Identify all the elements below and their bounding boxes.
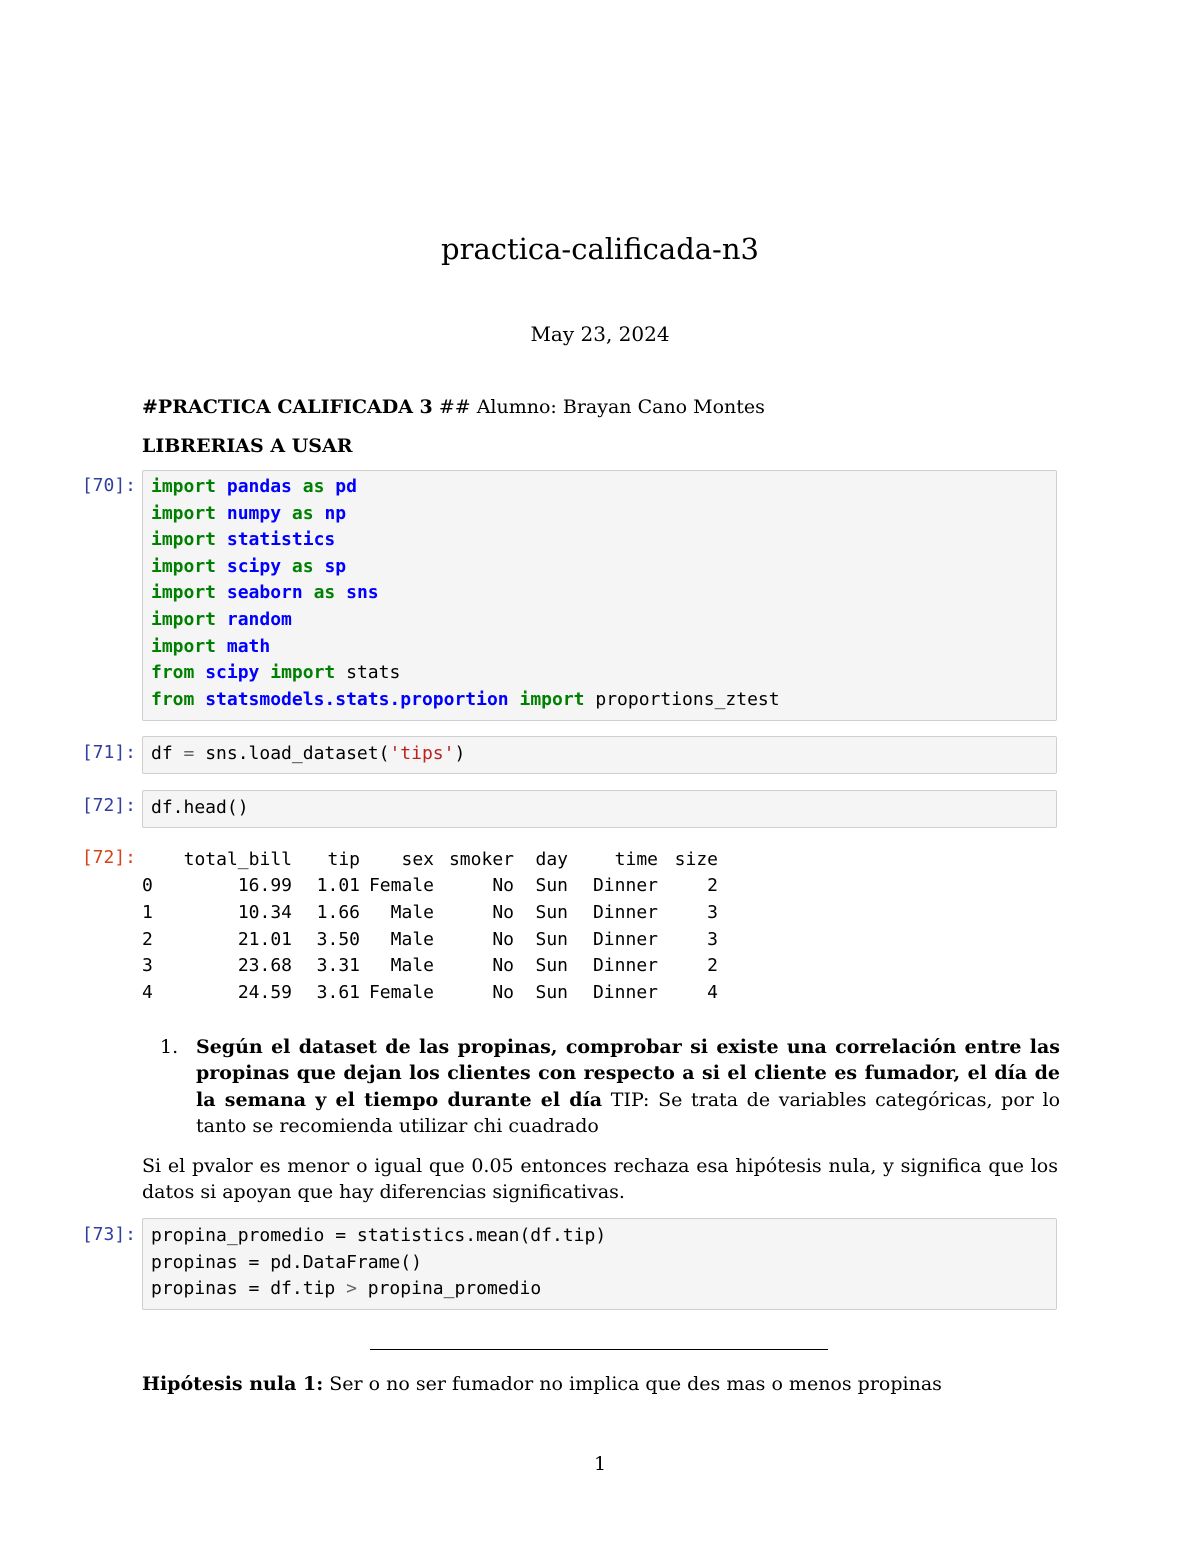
code-space: [335, 582, 346, 603]
code-line: propina_promedio: [356, 1278, 542, 1300]
code-cell-72[interactable]: [142, 790, 1057, 828]
code-cell-71-source[interactable]: [151, 741, 465, 768]
code-keyword: import: [270, 662, 336, 684]
code-text: sns.load_dataset(: [194, 743, 390, 764]
code-line: propina_promedio = statistics.mean(df.tip): [151, 1225, 607, 1246]
code-alias: np: [324, 502, 347, 524]
column-header: total_bill: [183, 848, 292, 870]
code-space: [314, 556, 325, 577]
code-text: ): [454, 743, 466, 764]
column-header: smoker: [448, 848, 514, 870]
code-operator: =: [183, 743, 195, 764]
table-cell: Sun: [535, 901, 568, 923]
code-keyword: import: [151, 476, 217, 497]
code-space: [281, 556, 292, 577]
table-cell: No: [492, 981, 514, 1003]
task-tip-text: TIP: Se trata de variables categóricas, por lo tanto se recomienda utilizar chi cuadrado: [196, 1088, 1061, 1137]
table-cell: Dinner: [592, 875, 658, 897]
code-space: [216, 636, 227, 657]
output-72-prompt: [72]:: [81, 847, 136, 868]
table-cell: 0: [142, 875, 153, 897]
cell-72-prompt: [72]:: [81, 795, 136, 816]
practice-heading: #PRACTICA CALIFICADA 3: [142, 396, 433, 418]
code-line: [151, 501, 780, 528]
cell-70-prompt: [70]:: [81, 475, 136, 496]
code-space: [281, 503, 292, 524]
code-alias: sns: [346, 582, 379, 604]
code-space: [324, 476, 335, 497]
code-space: [314, 503, 325, 524]
cell-71-prompt: [71]:: [81, 742, 136, 763]
hypothesis-text: Ser o no ser fumador no implica que des mas o menos propinas: [323, 1373, 942, 1395]
hypothesis-line: [142, 1373, 942, 1395]
table-cell: 3.61: [316, 981, 360, 1003]
code-line: [151, 687, 780, 714]
code-module: math: [226, 635, 271, 657]
code-line: [151, 660, 780, 687]
code-operator: >: [346, 1278, 357, 1300]
table-cell: 1: [142, 901, 153, 923]
list-number: 1.: [160, 1036, 179, 1058]
table-cell: 3: [707, 928, 718, 950]
task-list-item: [160, 1034, 1060, 1139]
cell-73-prompt: [73]:: [81, 1224, 136, 1245]
code-line: [151, 607, 780, 634]
code-keyword: import: [151, 529, 217, 551]
code-cell-72-source[interactable]: df.head(): [151, 797, 249, 818]
table-cell: 23.68: [237, 955, 292, 977]
code-keyword: as: [291, 555, 314, 577]
table-cell: 2: [142, 928, 153, 950]
table-cell: Male: [390, 901, 434, 923]
code-name: stats: [346, 662, 401, 684]
table-cell: 3: [142, 955, 153, 977]
table-row: [142, 952, 718, 979]
table-cell: Female: [368, 875, 434, 897]
table-cell: 16.99: [237, 875, 292, 897]
table-cell: Dinner: [592, 981, 658, 1003]
code-space: [216, 529, 227, 550]
code-keyword: from: [151, 662, 195, 684]
code-space: [335, 662, 346, 683]
table-cell: 3.50: [316, 928, 360, 950]
code-name: proportions_ztest: [595, 688, 780, 710]
column-header: [142, 846, 176, 873]
student-heading: ## Alumno: Brayan Cano Montes: [432, 396, 765, 418]
table-cell: No: [492, 901, 514, 923]
code-module: random: [226, 608, 292, 630]
table-cell: Dinner: [592, 955, 658, 977]
code-space: [585, 689, 596, 710]
table-cell: No: [492, 928, 514, 950]
code-module: scipy: [226, 555, 282, 577]
code-keyword: import: [151, 582, 217, 604]
column-header: sex: [401, 848, 434, 870]
hypothesis-label: Hipótesis nula 1:: [142, 1373, 324, 1395]
code-space: [216, 609, 227, 630]
table-cell: 24.59: [237, 981, 292, 1003]
heading-line: [142, 396, 765, 418]
document-title: practica-calificada-n3: [441, 232, 759, 266]
table-cell: Sun: [535, 875, 568, 897]
code-space: [292, 476, 303, 497]
column-header: time: [614, 848, 658, 870]
code-space: [216, 556, 227, 577]
code-alias: sp: [324, 555, 347, 577]
table-cell: 21.01: [237, 928, 292, 950]
table-row: [142, 873, 718, 900]
table-cell: Male: [390, 928, 434, 950]
code-cell-71[interactable]: [142, 736, 1057, 774]
table-row: [142, 899, 718, 926]
code-line: [151, 554, 780, 581]
code-cell-73[interactable]: [142, 1218, 1057, 1310]
page-number: 1: [593, 1453, 607, 1475]
table-row: [142, 926, 718, 953]
code-line: propinas = df.tip: [151, 1278, 347, 1300]
table-cell: Male: [390, 955, 434, 977]
code-space: [303, 582, 314, 603]
table-cell: 3.31: [316, 955, 360, 977]
column-header: tip: [327, 848, 360, 870]
code-module: scipy: [205, 662, 260, 684]
table-cell: Sun: [535, 928, 568, 950]
code-cell-70[interactable]: [142, 470, 1057, 721]
code-alias: pd: [335, 476, 357, 497]
task-bold-text: Según el dataset de las propinas, comprobar si existe una correlación entre las propinas que dejan los clientes con respecto a si el cliente es fumador, el día de la semana y el tiempo durante el día: [196, 1036, 1060, 1111]
code-keyword: import: [151, 555, 217, 577]
table-cell: 4: [142, 981, 153, 1003]
code-line: [151, 580, 780, 607]
table-cell: Sun: [535, 955, 568, 977]
horizontal-rule: [370, 1349, 828, 1350]
section-heading: LIBRERIAS A USAR: [142, 435, 353, 457]
code-keyword: import: [151, 635, 217, 657]
table-cell: No: [492, 955, 514, 977]
code-line: propinas = pd.DataFrame(): [151, 1251, 422, 1273]
code-cell-70-source[interactable]: [151, 474, 780, 713]
code-module: statistics: [226, 529, 336, 551]
table-cell: 10.34: [237, 901, 292, 923]
code-space: [216, 476, 227, 497]
code-space: [194, 689, 205, 710]
table-cell: Female: [368, 981, 434, 1003]
table-cell: Dinner: [592, 901, 658, 923]
document-date: May 23, 2024: [530, 322, 670, 346]
code-module: seaborn: [226, 582, 303, 604]
column-header: day: [535, 848, 568, 870]
column-header: size: [674, 848, 718, 870]
table-cell: 1.01: [316, 875, 360, 897]
table-cell: 4: [707, 981, 718, 1003]
code-keyword: as: [291, 502, 314, 524]
code-space: [259, 662, 270, 683]
table-cell: No: [492, 875, 514, 897]
code-line: [151, 527, 780, 554]
pvalue-paragraph: Si el pvalor es menor o igual que 0.05 entonces rechaza esa hipótesis nula, y significa que los datos si apoyan que hay diferencias significativas.: [142, 1155, 1058, 1204]
code-keyword: import: [151, 502, 217, 524]
table-cell: 2: [707, 875, 718, 897]
dataframe-output: [142, 846, 718, 1006]
code-space: [216, 582, 227, 603]
code-keyword: from: [151, 688, 195, 710]
code-text: df: [151, 743, 184, 764]
code-space: [216, 503, 227, 524]
code-module: statsmodels.stats.proportion: [205, 688, 509, 710]
code-line: [151, 634, 780, 661]
code-keyword: import: [519, 688, 585, 710]
code-string: 'tips': [389, 743, 455, 764]
code-space: [194, 662, 205, 683]
table-cell: 2: [707, 955, 718, 977]
table-cell: 3: [707, 901, 718, 923]
table-cell: 1.66: [316, 901, 360, 923]
table-cell: Dinner: [592, 928, 658, 950]
code-keyword: as: [313, 582, 336, 604]
code-module: numpy: [226, 502, 282, 524]
table-cell: Sun: [535, 981, 568, 1003]
code-module: pandas: [226, 476, 292, 497]
code-cell-73-source[interactable]: [151, 1223, 606, 1303]
code-keyword: import: [151, 608, 217, 630]
code-keyword: as: [302, 476, 325, 497]
code-line: [151, 474, 780, 501]
table-row: [142, 979, 718, 1006]
code-space: [509, 689, 520, 710]
